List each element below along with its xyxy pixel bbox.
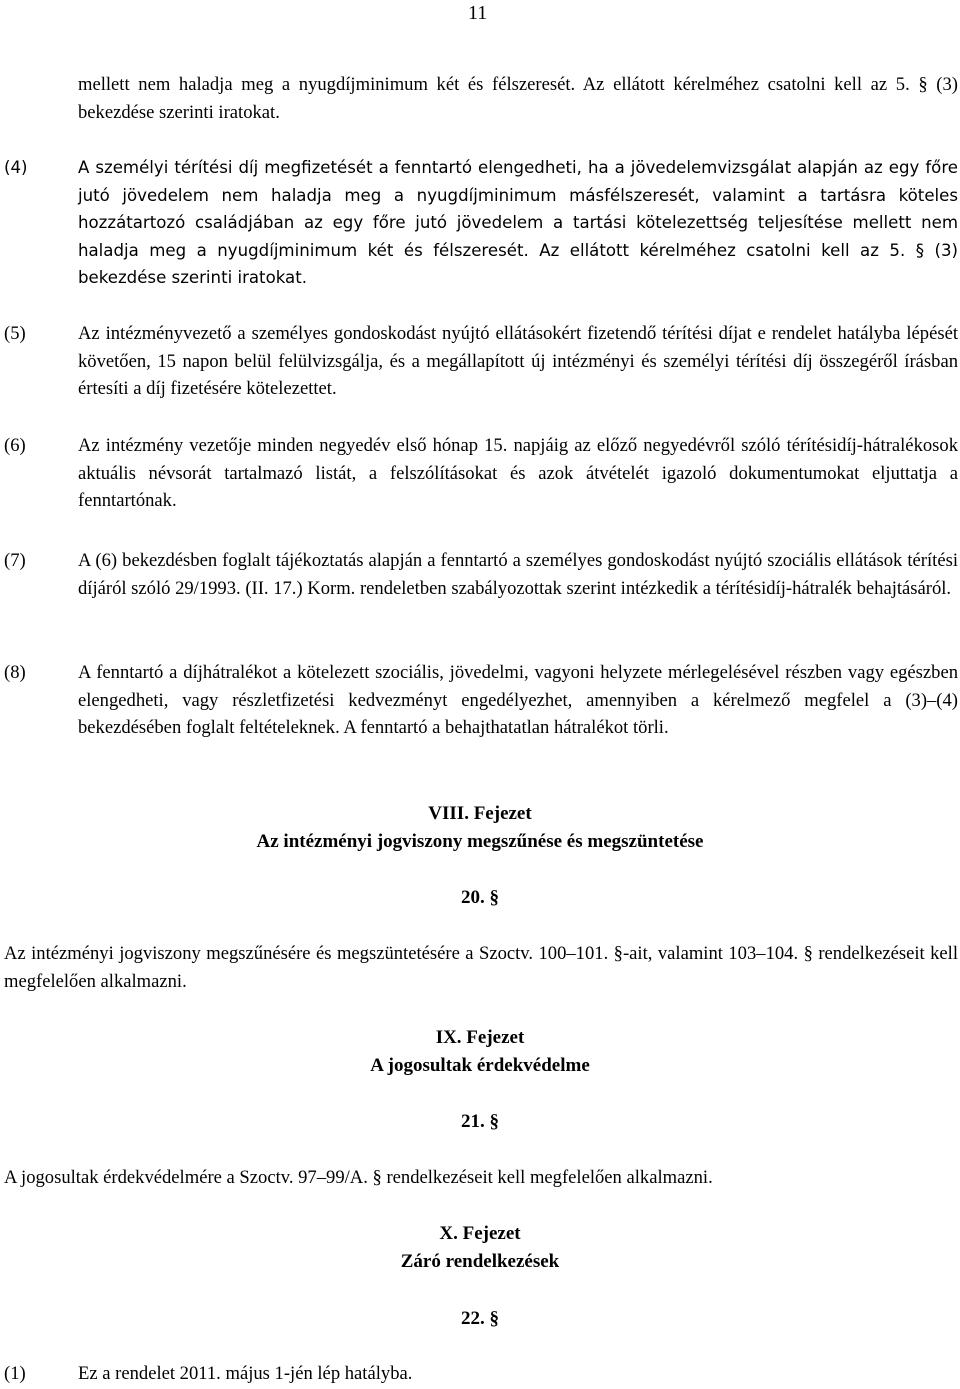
- section-20-heading: 20. §: [461, 887, 499, 908]
- paragraph-number-4: (4): [4, 158, 28, 177]
- chapter-10-title: Záró rendelkezések: [400, 1251, 560, 1272]
- paragraph-number-6: (6): [4, 435, 26, 456]
- paragraph-4: A személyi térítési díj megfizetését a fenntartó elengedheti, ha a jövedelemvizsgálat alapján az egy főre jutó jövedelem nem haladja meg a nyugdíjminimum másfélszeresét, valamint a tartásra köteles hozzátartozó családjában az egy főre jutó jövedelem a tartási kötelezettség teljesítése mellett nem haladja meg a nyugdíjminimum két és félszeresét. Az ellátott kérelméhez csatolni kell az 5. § (3) bekezdése szerinti iratokat.: [78, 158, 958, 287]
- paragraph-number-8: (8): [4, 662, 26, 683]
- paragraph-6: Az intézmény vezetője minden negyedév első hónap 15. napjáig az előző negyedévről szóló térítésidíj-hátralékosok aktuális névsorát tartalmazó listát, a felszólításokat és azok átvételét igazoló dokumentumokat eljuttatja a fenntartónak.: [78, 435, 958, 511]
- section-20-text: Az intézményi jogviszony megszűnésére és megszüntetésére a Szoctv. 100–101. §-ait, valamint 103–104. § rendelkezéseit kell megfelelően alkalmazni.: [4, 943, 958, 992]
- chapter-10-label: X. Fejezet: [439, 1223, 521, 1244]
- chapter-9-label: IX. Fejezet: [435, 1027, 525, 1048]
- section-21-heading: 21. §: [461, 1111, 499, 1132]
- paragraph-number-5: (5): [4, 323, 26, 344]
- section-21-text: A jogosultak érdekvédelmére a Szoctv. 97–99/A. § rendelkezéseit kell megfelelően alkalmazni.: [4, 1167, 713, 1188]
- paragraph-5: Az intézményvezető a személyes gondoskodást nyújtó ellátásokért fizetendő térítési díjat e rendelet hatályba lépését követően, 15 napon belül felülvizsgálja, és a megállapított új intézményi és személyi térítési díj összegéről írásban értesíti a díj fizetésére kötelezettet.: [78, 323, 958, 399]
- paragraph-7: A (6) bekezdésben foglalt tájékoztatás alapján a fenntartó a személyes gondoskodást nyújtó szociális ellátások térítési díjáról szóló 29/1993. (II. 17.) Korm. rendeletben szabályozottak szerint intézkedik a térítésidíj-hátralék behajtásáról.: [78, 550, 958, 599]
- section-22-heading: 22. §: [461, 1308, 499, 1329]
- paragraph-number-7: (7): [4, 550, 26, 571]
- paragraph-8: A fenntartó a díjhátralékot a kötelezett szociális, jövedelmi, vagyoni helyzete mérlegelésével részben vagy egészben elengedheti, vagy részletfizetési kedvezményt engedélyezhet, amennyiben a kérelmező megfelel a (3)–(4) bekezdésében foglalt feltételeknek. A fenntartó a behajthatatlan hátralékot törli.: [78, 662, 958, 738]
- page-number: 11: [468, 2, 488, 24]
- final-paragraph: Ez a rendelet 2011. május 1-jén lép hatályba.: [78, 1363, 413, 1384]
- chapter-8-label: VIII. Fejezet: [428, 803, 532, 824]
- continued-paragraph: mellett nem haladja meg a nyugdíjminimum két és félszeresét. Az ellátott kérelméhez csatolni kell az 5. § (3) bekezdése szerinti iratokat.: [78, 74, 958, 123]
- final-paragraph-number: (1): [4, 1363, 26, 1384]
- chapter-8-title: Az intézményi jogviszony megszűnése és megszüntetése: [256, 831, 704, 852]
- chapter-9-title: A jogosultak érdekvédelme: [370, 1055, 590, 1076]
